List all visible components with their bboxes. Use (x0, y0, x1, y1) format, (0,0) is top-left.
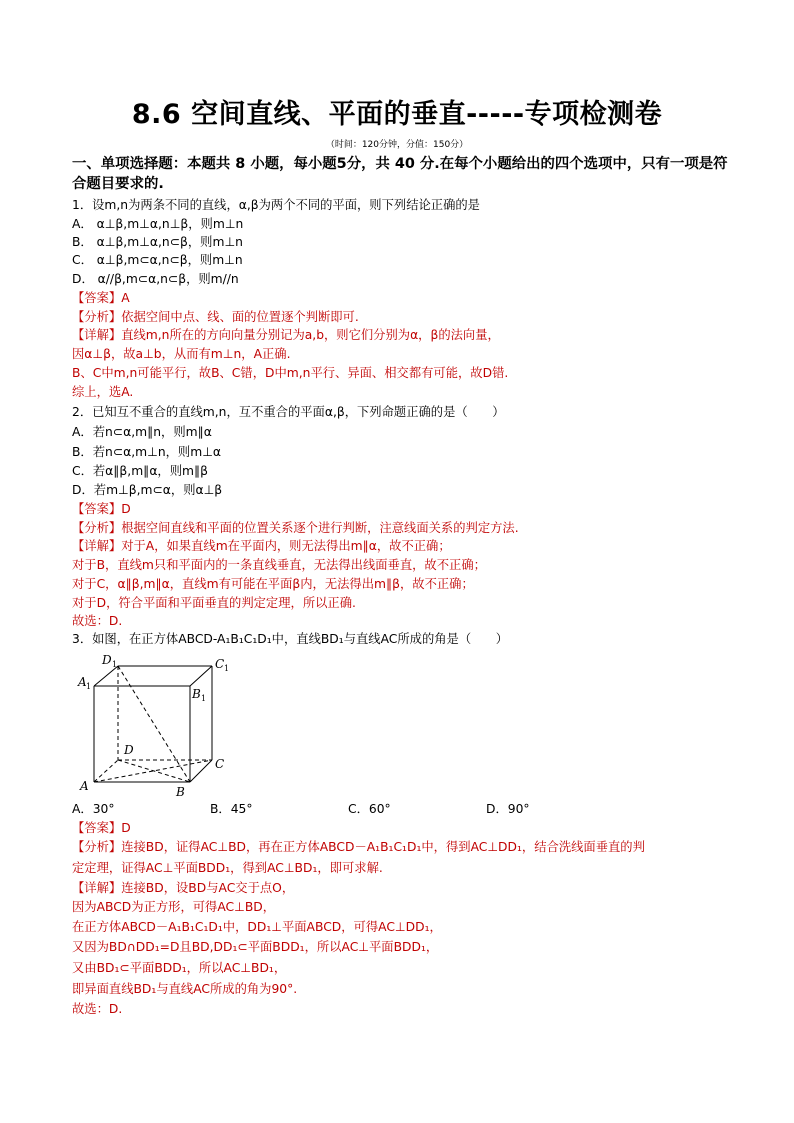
label-sub: 1 (201, 694, 207, 703)
q2-detail-line2: 对于B，直线m只和平面内的一条直线垂直，无法得出线面垂直，故不正确； (72, 558, 486, 572)
q2-stem: 2．已知互不重合的直线m,n，互不重合的平面α,β，下列命题正确的是（ ） (72, 405, 505, 419)
q3-option-c: C．60° (348, 802, 391, 816)
q2-answer: 【答案】D (72, 502, 131, 516)
q1-analysis-text: 依据空间中点、线、面的位置逐个判断即可. (121, 310, 359, 324)
q2-option-a: A．若n⊂α,m∥n，则m∥α (72, 425, 212, 439)
q1-detail-line4: 综上，选A. (72, 385, 134, 399)
q3-detail-line2: 因为ABCD为正方形，可得AC⊥BD， (72, 900, 276, 914)
q3-detail-line3: 在正方体ABCD－A₁B₁C₁D₁中，DD₁⊥平面ABCD，可得AC⊥DD₁， (72, 920, 442, 934)
q2-analysis-text: 根据空间直线和平面的位置关系逐个进行判断，注意线面关系的判定方法. (121, 521, 519, 535)
q2-detail-text: 对于A，如果直线m在平面内，则无法得出m∥α，故不正确； (121, 539, 451, 553)
q2-detail (72, 537, 451, 555)
q3-stem: 3．如图，在正方体ABCD-A₁B₁C₁D₁中，直线BD₁与直线AC所成的角是（ ） (72, 632, 509, 646)
q2-option-b: B．若n⊂α,m⊥n，则m⊥α (72, 445, 222, 459)
q1-option-d: D． α//β,m⊂α,n⊂β，则m//n (72, 272, 239, 286)
q1-option-b: B． α⊥β,m⊥α,n⊂β，则m⊥n (72, 235, 243, 249)
label-sub: 1 (224, 664, 230, 673)
q3-detail-line5: 又由BD₁⊂平面BDD₁，所以AC⊥BD₁， (72, 961, 287, 975)
q1-analysis (72, 308, 359, 326)
q3-analysis-text: 连接BD，证得AC⊥BD，再在正方体ABCD－A₁B₁C₁D₁中，得到AC⊥DD₁，结合洗线面垂直的判 (121, 840, 645, 854)
label-b: B (176, 785, 185, 798)
q1-option-a: A． α⊥β,m⊥α,n⊥β，则m⊥n (72, 217, 244, 231)
q3-detail (72, 879, 294, 897)
label-a1: A (78, 675, 87, 689)
q3-analysis-line2: 定定理，证得AC⊥平面BDD₁，得到AC⊥BD₁，即可求解. (72, 861, 383, 875)
analysis-tag: 【分析】 (72, 840, 122, 854)
q1-answer: 【答案】A (72, 291, 130, 305)
q3-detail-line7: 故选：D. (72, 1002, 123, 1016)
q1-stem: 1．设m,n为两条不同的直线，α,β为两个不同的平面，则下列结论正确的是 (72, 198, 480, 212)
q2-option-d: D．若m⊥β,m⊂α，则α⊥β (72, 483, 223, 497)
q2-detail-line4: 对于D，符合平面和平面垂直的判定定理，所以正确. (72, 596, 356, 610)
detail-tag: 【详解】 (72, 539, 122, 553)
detail-tag: 【详解】 (72, 328, 122, 342)
label-a: A (80, 779, 89, 793)
section-header: 一、单项选择题：本题共 8 小题，每小题5分，共 40 分.在每个小题给出的四个选项中，只有一项是符合题目要求的. (72, 156, 728, 192)
q2-detail-line5: 故选：D. (72, 614, 123, 628)
q1-detail-line3: B、C中m,n可能平行，故B、C错，D中m,n平行、异面、相交都有可能，故D错. (72, 366, 509, 380)
label-d: D (124, 743, 134, 757)
label-c: C (215, 757, 225, 771)
q2-detail-line3: 对于C，α∥β,m∥α，直线m有可能在平面β内，无法得出m∥β，故不正确； (72, 577, 474, 591)
analysis-tag: 【分析】 (72, 310, 122, 324)
label-d1: D (102, 653, 112, 667)
label-sub: 1 (112, 660, 118, 669)
label-sub: 1 (86, 682, 92, 691)
q3-detail-text: 连接BD，设BD与AC交于点O， (121, 881, 295, 895)
q3-option-d: D．90° (486, 802, 530, 816)
q1-option-c: C． α⊥β,m⊂α,n⊂β，则m⊥n (72, 253, 243, 267)
q3-detail-line4: 又因为BD∩DD₁=D且BD,DD₁⊂平面BDD₁，所以AC⊥平面BDD₁， (72, 940, 439, 954)
q1-detail (72, 326, 500, 344)
analysis-tag: 【分析】 (72, 521, 122, 535)
q3-answer: 【答案】D (72, 821, 131, 835)
label-b1: B (192, 687, 201, 701)
page-subtitle: （时间：120分钟，分值：150分） (325, 140, 469, 150)
page-title: 8.6 空间直线、平面的垂直-----专项检测卷 (131, 99, 663, 130)
q2-analysis (72, 519, 519, 537)
detail-tag: 【详解】 (72, 881, 122, 895)
q1-detail-line2: 因α⊥β，故a⊥b，从而有m⊥n，A正确. (72, 347, 291, 361)
q3-detail-line6: 即异面直线BD₁与直线AC所成的角为90°. (72, 982, 298, 996)
q2-option-c: C．若α∥β,m∥α，则m∥β (72, 464, 208, 478)
q3-analysis (72, 838, 645, 856)
label-c1: C (215, 657, 225, 671)
cube-figure (72, 648, 232, 798)
q3-option-b: B．45° (210, 802, 253, 816)
q3-option-a: A．30° (72, 802, 115, 816)
q1-detail-text: 直线m,n所在的方向向量分别记为a,b，则它们分别为α，β的法向量， (121, 328, 500, 342)
